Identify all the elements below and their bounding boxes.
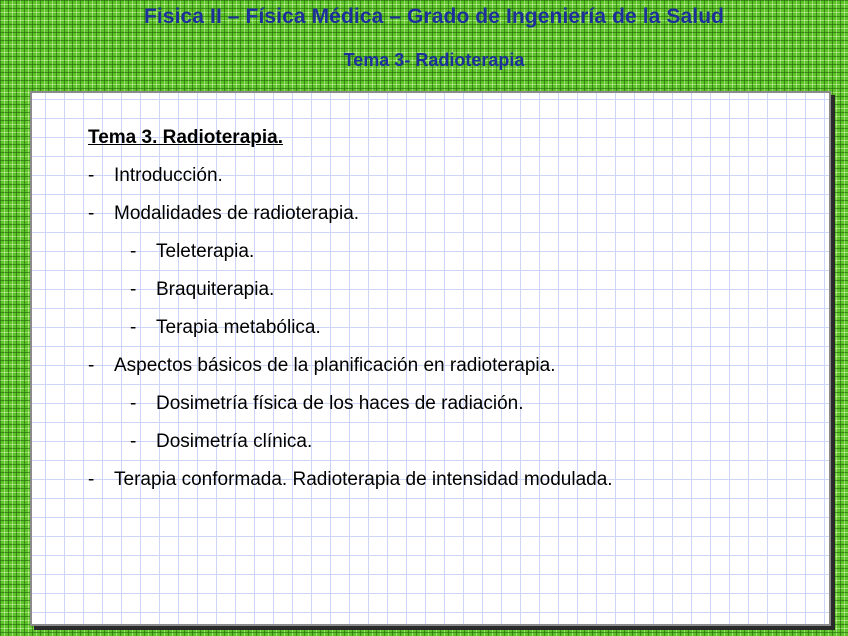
bullet-dash: - — [88, 355, 95, 376]
outline-subitem — [88, 313, 808, 351]
bullet-dash: - — [130, 317, 137, 338]
topic-outline — [88, 123, 808, 503]
outline-subitem-label: Terapia metabólica. — [156, 317, 321, 338]
slide-content-panel — [30, 91, 831, 626]
outline-subitem — [88, 427, 808, 465]
outline-subitem — [88, 275, 808, 313]
outline-item-label: Terapia conformada. Radioterapia de intensidad modulada. — [114, 469, 613, 490]
outline-subitem-label: Braquiterapia. — [156, 279, 275, 300]
bullet-dash: - — [130, 279, 137, 300]
bullet-dash: - — [130, 393, 137, 414]
bullet-dash: - — [88, 165, 95, 186]
topic-subtitle: Tema 3- Radioterapia — [343, 50, 525, 70]
outline-subitem-label: Teleterapia. — [156, 241, 255, 262]
outline-heading: Tema 3. Radioterapia. — [88, 127, 283, 148]
outline-item — [88, 199, 808, 237]
outline-subitem-label: Dosimetría clínica. — [156, 431, 313, 452]
course-title: Fisica II – Física Médica – Grado de Ingeniería de la Salud — [143, 5, 725, 28]
outline-item-label: Introducción. — [114, 165, 223, 186]
outline-item — [88, 161, 808, 199]
outline-item-label: Aspectos básicos de la planificación en radioterapia. — [114, 355, 556, 376]
outline-item — [88, 351, 808, 389]
bullet-dash: - — [130, 431, 137, 452]
outline-subitem — [88, 389, 808, 427]
outline-item — [88, 465, 808, 503]
bullet-dash: - — [130, 241, 137, 262]
bullet-dash: - — [88, 469, 95, 490]
outline-subitem-label: Dosimetría física de los haces de radiación. — [156, 393, 524, 414]
outline-item-label: Modalidades de radioterapia. — [114, 203, 360, 224]
bullet-dash: - — [88, 203, 95, 224]
outline-subitem — [88, 237, 808, 275]
